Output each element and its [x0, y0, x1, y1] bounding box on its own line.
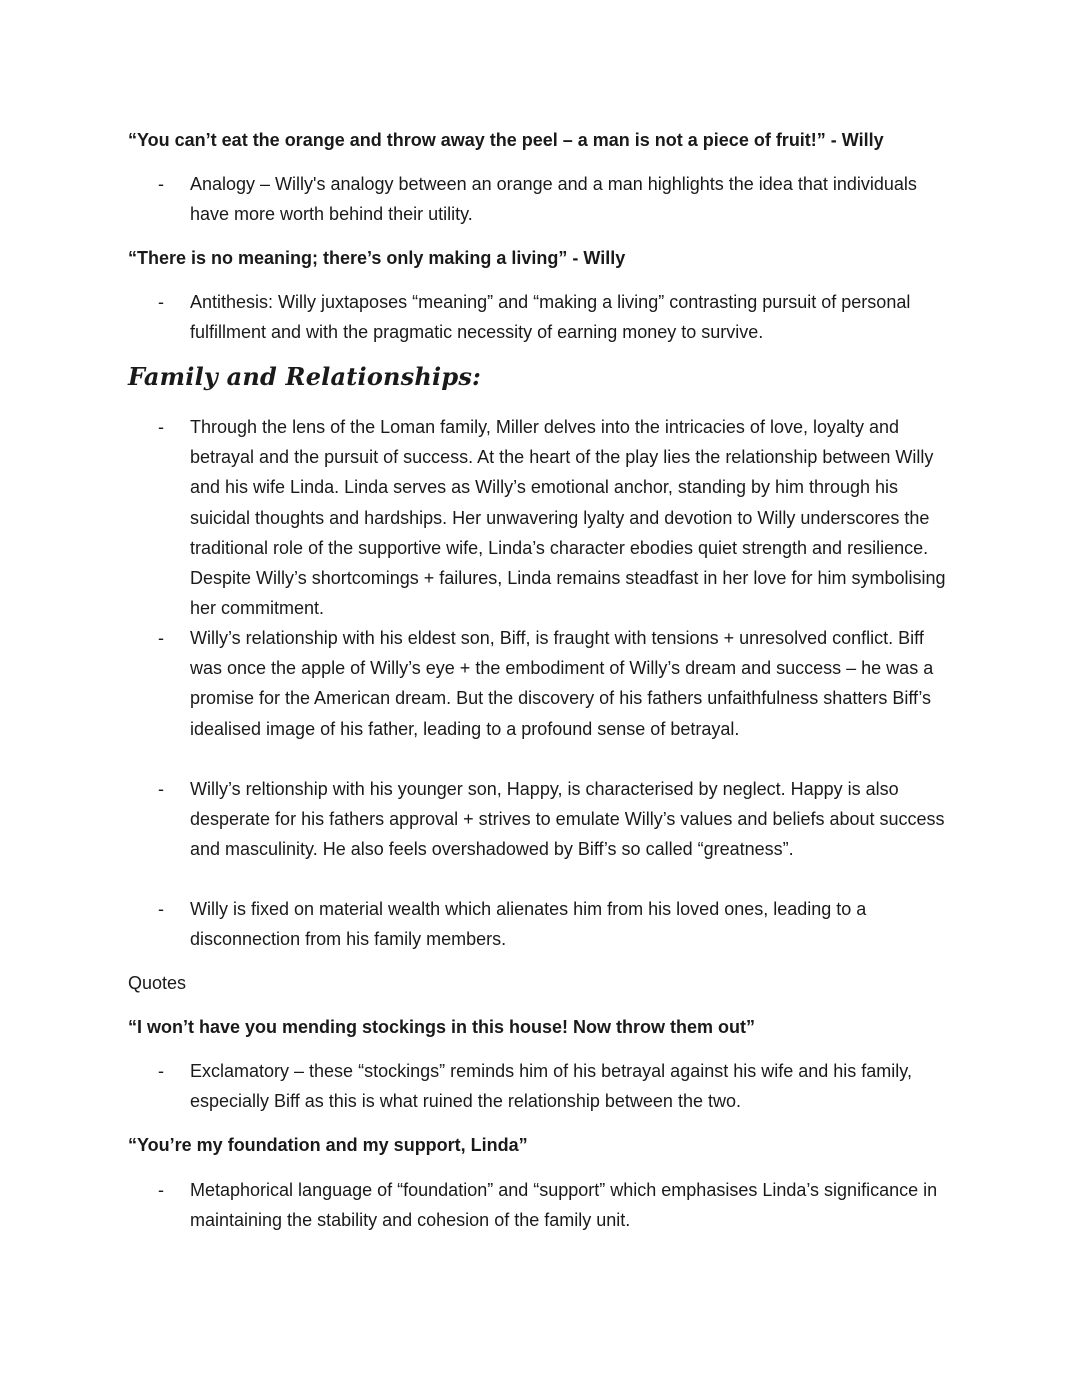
bullet-text: Analogy – Willy's analogy between an orange and a man highlights the idea that individuals have more worth behind their utility. — [190, 174, 917, 225]
bullet-text: Willy is fixed on material wealth which alienates him from his loved ones, leading to a disconnection from his family members. — [190, 899, 867, 950]
bullet-family-1 — [128, 412, 948, 623]
quote-foundation: “You’re my foundation and my support, Linda” — [128, 1135, 528, 1155]
bullet-dash: - — [158, 899, 164, 919]
quote-stockings: “I won’t have you mending stockings in this house! Now throw them out” — [128, 1017, 756, 1037]
bullet-metaphorical — [128, 1175, 948, 1235]
bullet-exclamatory — [128, 1056, 948, 1116]
bullet-dash: - — [158, 1061, 164, 1081]
section-heading-family: Family and Relationships: — [128, 362, 482, 391]
bullet-analogy — [128, 169, 948, 229]
quotes-label: Quotes — [128, 973, 187, 993]
bullet-dash: - — [158, 628, 164, 648]
bullet-text: Antithesis: Willy juxtaposes “meaning” and “making a living” contrasting pursuit of personal fulfillment and with the pragmatic necessity of earning money to survive. — [190, 292, 911, 343]
bullet-family-3 — [128, 774, 948, 865]
bullet-text: Willy’s reltionship with his younger son, Happy, is characterised by neglect. Happy is also desperate for his fathers approval + strives to emulate Willy’s values and beliefs about success and masculinity. He also feels overshadowed by Biff’s so called “greatness”. — [190, 779, 945, 860]
bullet-text: Willy’s relationship with his eldest son, Biff, is fraught with tensions + unresolved conflict. Biff was once the apple of Willy’s eye + the embodiment of Willy’s dream and success – he was a promise for the American dream. But the discovery of his fathers unfaithfulness shatters Biff’s idealised image of his father, leading to a profound sense of betrayal. — [190, 628, 934, 739]
bullet-dash: - — [158, 779, 164, 799]
bullet-family-4 — [128, 894, 948, 954]
bullet-dash: - — [158, 292, 164, 312]
bullet-text: Through the lens of the Loman family, Miller delves into the intricacies of love, loyalty and betrayal and the pursuit of success. At the heart of the play lies the relationship between Willy and his wife Linda. Linda serves as Willy’s emotional anchor, standing by him through his suicidal thoughts and hardships. Her unwavering lyalty and devotion to Willy underscores the traditional role of the supportive wife, Linda’s character ebodies quiet strength and resilience. Despite Willy’s shortcomings + failures, Linda remains steadfast in her love for him symbolising her commitment. — [190, 417, 946, 619]
bullet-text: Exclamatory – these “stockings” reminds him of his betrayal against his wife and his family, especially Biff as this is what ruined the relationship between the two. — [190, 1061, 912, 1112]
bullet-dash: - — [158, 1180, 164, 1200]
bullet-dash: - — [158, 417, 164, 437]
bullet-family-2 — [128, 623, 948, 744]
quote-meaning: “There is no meaning; there’s only making a living” - Willy — [128, 248, 626, 268]
bullet-antithesis — [128, 287, 948, 347]
bullet-dash: - — [158, 174, 164, 194]
quote-orange: “You can’t eat the orange and throw away the peel – a man is not a piece of fruit!” - Willy — [128, 130, 884, 150]
bullet-text: Metaphorical language of “foundation” and “support” which emphasises Linda’s significance in maintaining the stability and cohesion of the family unit. — [190, 1180, 938, 1231]
